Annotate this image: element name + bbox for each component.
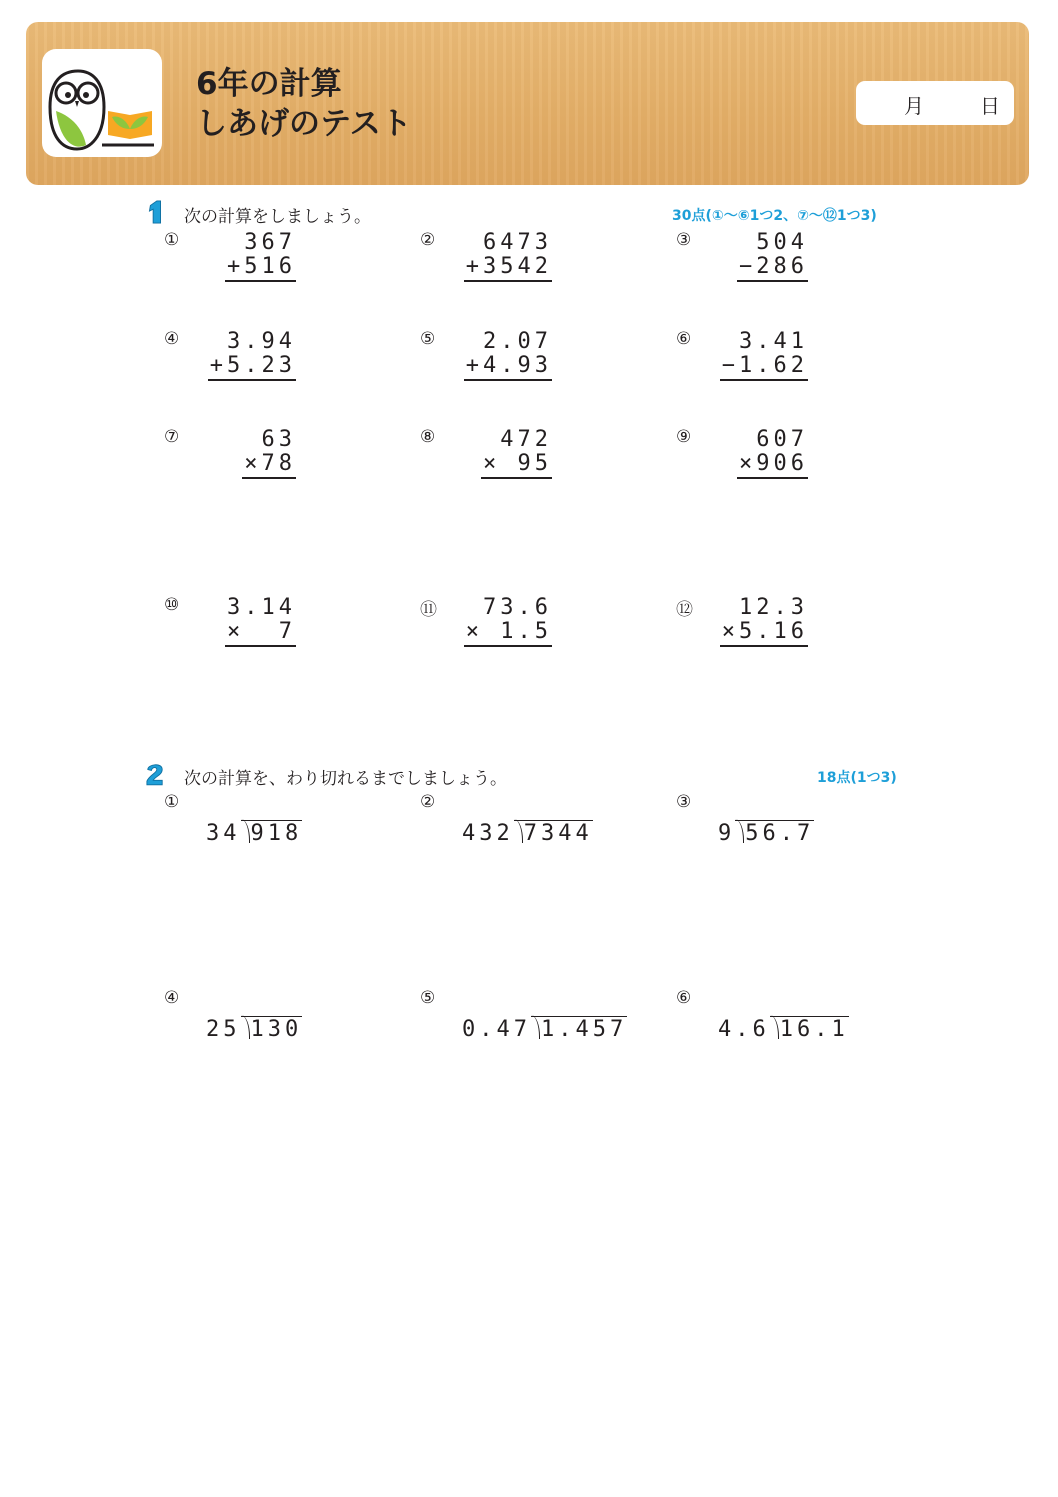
problem-top-operand: 3.14 [227,595,296,620]
section-1-instruction: 次の計算をしましょう。 [184,207,371,227]
problem-number: ⑨ [676,427,692,447]
problem-number: ③ [676,792,692,812]
division-expression [718,820,814,847]
problem-top-operand: 3.94 [227,329,296,354]
problem-number: ⑦ [164,427,180,447]
problem-bottom-operand: ×78 [244,451,296,476]
problem-10 [164,595,296,655]
divisor: 34 [206,821,241,846]
dividend: 918 [241,820,303,847]
divisor: 9 [718,821,736,846]
problem-rule [242,477,296,479]
section-2-number-icon [146,762,164,786]
problem-bottom-operand: +5.23 [209,353,296,378]
problem-rule [225,645,296,647]
problem-bottom-operand: +4.93 [465,353,552,378]
division-expression [462,820,593,847]
problem-rule [737,280,808,282]
problem-top-operand: 2.07 [483,329,552,354]
problem-bottom-operand: −1.62 [721,353,808,378]
problem-number: ① [164,230,180,250]
dividend: 1.457 [531,1016,627,1043]
divisor: 432 [462,821,514,846]
problem-number: ⑩ [164,595,180,615]
problem-number: ④ [164,988,180,1008]
problem-top-operand: 607 [756,427,808,452]
section-2-points: 18点(1つ3) [817,770,897,786]
problem-rule [225,280,296,282]
problem-3 [676,230,808,290]
problem-bottom-operand: ×5.16 [721,619,808,644]
divisor: 25 [206,1017,241,1042]
problem-number: ① [164,792,180,812]
title-line-2: しあげのテスト [196,106,412,142]
divisor: 4.6 [718,1017,770,1042]
problem-rule [464,645,552,647]
problem-number: ⑥ [676,988,692,1008]
problem-rule [737,477,808,479]
problem-bottom-operand: −286 [739,254,808,279]
division-expression [462,1016,627,1043]
problem-top-operand: 73.6 [483,595,552,620]
problem-number: ⑤ [420,988,436,1008]
problem-top-operand: 12.3 [739,595,808,620]
problem-bottom-operand: +516 [227,254,296,279]
problem-rule [464,379,552,381]
division-expression [206,1016,302,1043]
problem-number: ② [420,230,436,250]
problem-number: ⑧ [420,427,436,447]
problem-top-operand: 63 [261,427,296,452]
problem-bottom-operand: × 95 [483,451,552,476]
section-1-points: 30点(①〜⑥1つ2、⑦〜⑫1つ3) [672,208,877,224]
problem-rule [464,280,552,282]
division-expression [206,820,302,847]
dividend: 56.7 [735,820,814,847]
problem-number: ② [420,792,436,812]
divisor: 0.47 [462,1017,531,1042]
header-banner [26,22,1029,185]
problem-number: ⑪ [420,600,437,620]
owl-book-logo-icon [42,49,162,157]
problem-4 [164,329,296,389]
problem-top-operand: 3.41 [739,329,808,354]
problem-bottom-operand: × 1.5 [465,619,552,644]
problem-rule [720,645,808,647]
problem-top-operand: 504 [756,230,808,255]
problem-bottom-operand: × 7 [227,619,296,644]
problem-top-operand: 6473 [483,230,552,255]
problem-rule [481,477,552,479]
problem-7 [164,427,296,487]
problem-12 [676,595,808,655]
section-1-number-icon [146,200,164,224]
section-2-instruction: 次の計算を、わり切れるまでしましょう。 [184,769,507,789]
dividend: 16.1 [770,1016,849,1043]
title-line-1: 6年の計算 [196,66,342,102]
page-title [196,64,412,144]
problem-bottom-operand: +3542 [465,254,552,279]
problem-top-operand: 367 [244,230,296,255]
problem-number: ⑥ [676,329,692,349]
problem-top-operand: 472 [500,427,552,452]
problem-6 [676,329,808,389]
date-month-label: 月 [904,94,924,118]
dividend: 7344 [514,820,593,847]
problem-number: ⑫ [676,600,693,620]
dividend: 130 [241,1016,303,1043]
date-box[interactable] [856,81,1014,125]
problem-bottom-operand: ×906 [739,451,808,476]
problem-8 [420,427,552,487]
problem-5 [420,329,552,389]
problem-rule [720,379,808,381]
problem-number: ⑤ [420,329,436,349]
problem-2 [420,230,552,290]
problem-1 [164,230,296,290]
problem-rule [208,379,296,381]
problem-number: ④ [164,329,180,349]
problem-11 [420,595,552,655]
problem-9 [676,427,808,487]
division-expression [718,1016,849,1043]
date-day-label: 日 [980,94,1000,118]
problem-number: ③ [676,230,692,250]
